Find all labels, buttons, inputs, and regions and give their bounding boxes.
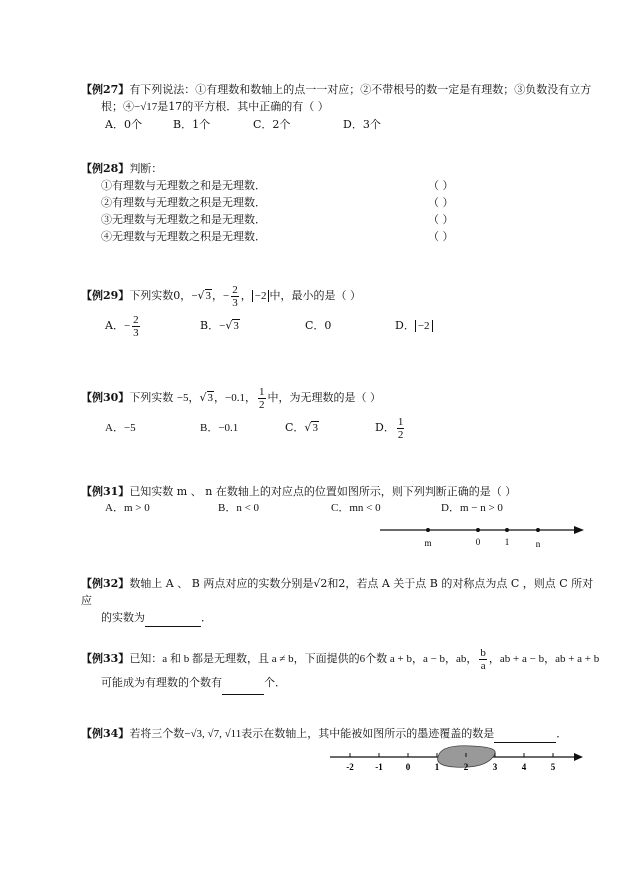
ex28-item: ③无理数与无理数之和是无理数． （ ） [101, 213, 454, 226]
option-d[interactable]: D．m − n > 0 [441, 502, 503, 514]
tick-label: 5 [550, 762, 556, 772]
point-n [536, 528, 540, 532]
ex33-tag: 【例33】 [81, 652, 130, 665]
option-b[interactable]: B．−0.1 [200, 422, 239, 434]
sqrt-3: 3 [205, 290, 212, 302]
ex32-tag: 【例32】 [81, 577, 130, 590]
answer-blank[interactable] [145, 609, 201, 627]
ex27-options [81, 116, 600, 133]
label-0: 0 [475, 537, 481, 547]
option-c[interactable]: C．√3 [285, 421, 318, 434]
numbers: −√3, √7, √11 [184, 728, 242, 740]
option-a[interactable]: A．m > 0 [105, 502, 150, 514]
tick-label: 4 [521, 762, 527, 772]
ex28-item: ④无理数与无理数之积是无理数． （ ） [101, 230, 454, 243]
option-c[interactable]: C．mn < 0 [331, 502, 381, 514]
ex30-options [81, 412, 600, 444]
option-b[interactable]: B．−√3 [200, 319, 239, 332]
tick-label: 3 [492, 762, 498, 772]
ex28-tag: 【例28】 [81, 162, 130, 175]
option-d[interactable]: D． $\frac{1}{2}$ [375, 415, 404, 441]
example-31: 【例31】已知实数 m 、 n 在数轴上的对应点的位置如图所示，则下列判断正确的是（ ） A．m > 0 B．n < 0 C．mn < 0 D．m − n > 0 [81, 483, 600, 517]
answer-paren[interactable]: （ ） [428, 179, 454, 192]
answer-paren[interactable]: （ ） [428, 213, 454, 226]
ex29-tag: 【例29】 [81, 289, 130, 302]
label-1: 1 [504, 537, 510, 547]
answer-blank[interactable] [222, 672, 264, 695]
fraction: $\frac{2}{3}$ [232, 283, 238, 309]
option-d[interactable]: D．3个 [343, 118, 381, 131]
point-0 [476, 528, 480, 532]
ex31-options [81, 500, 600, 517]
point-m [426, 528, 430, 532]
fraction: $\frac{1}{2}$ [259, 385, 265, 411]
tick-label: -1 [375, 762, 383, 772]
number-line-34 [330, 745, 585, 775]
tick-label: 1 [434, 762, 440, 772]
option-b[interactable]: B．1个 [173, 118, 211, 131]
option-c[interactable]: C．0 [305, 319, 332, 332]
ex29-options [81, 310, 600, 342]
sqrt-3: 3 [207, 392, 214, 404]
ex27-tag: 【例27】 [81, 83, 130, 96]
example-28: 【例28】判断： ①有理数与无理数之和是无理数． （ ） ②有理数与无理数之积是无理数． （ ） ③无理数与无理数之和是无理数． （ ） ④无理数与无理数之积是无理数． （ ） [81, 160, 600, 245]
ex28-item: ②有理数与无理数之积是无理数． （ ） [101, 196, 454, 209]
tick-label: 2 [463, 762, 469, 772]
ex28-item: ①有理数与无理数之和是无理数． （ ） [101, 179, 454, 192]
example-30: 【例30】下列实数 −5，√3，−0.1， $\frac{1}{2}$ 中，为无理数的是（ ） A．−5 B．−0.1 C．√3 D． $\frac{1}{2}$ [81, 384, 600, 444]
option-a[interactable]: A．0个 [105, 118, 142, 131]
abs-value: −2 [252, 290, 270, 302]
label-m: m [424, 538, 432, 548]
example-27 [81, 81, 600, 133]
option-a[interactable]: A．− $\frac{2}{3}$ [105, 313, 139, 339]
example-33: 【例33】已知：a 和 b 都是无理数，且 a ≠ b，下面提供的6个数 a + b，a − b，ab， $\frac{b}{a}$ ，ab + a − b，ab + a + b 可能成为有理数的个数有 个． [81, 646, 600, 695]
ex30-tag: 【例30】 [81, 391, 130, 404]
point-1 [505, 528, 509, 532]
option-c[interactable]: C．2个 [253, 118, 291, 131]
example-29: 【例29】下列实数0，−√3，− $\frac{2}{3}$ ， −2 中，最小的是（ ） A．− $\frac{2}{3}$ B．−√3 C．0 D． −2 [81, 282, 600, 342]
answer-paren[interactable]: （ ） [428, 196, 454, 209]
example-32: 【例32】数轴上 A 、 B 两点对应的实数分别是√2和2，若点 A 关于点 B 的对称点为点 C ，则点 C 所对应 的实数为 ． [81, 575, 600, 627]
tick-label: 0 [405, 762, 411, 772]
option-b[interactable]: B．n < 0 [218, 502, 260, 514]
label-n: n [535, 539, 541, 549]
tick-label: -2 [346, 762, 354, 772]
ex27-line1: 【例27】有下列说法：①有理数和数轴上的点一一对应；②不带根号的数一定是有理数；③负数没有立方 [81, 83, 592, 96]
neg-sqrt17: −√17 [134, 101, 158, 113]
arrow-head [574, 753, 583, 761]
ex31-tag: 【例31】 [81, 485, 130, 498]
option-a[interactable]: A．−5 [105, 422, 136, 434]
fraction-b-over-a: $\frac{b}{a}$ [480, 646, 486, 672]
option-d[interactable]: D． −2 [395, 310, 433, 342]
ex34-tag: 【例34】 [81, 727, 130, 740]
example-34: 【例34】若将三个数−√3, √7, √11表示在数轴上，其中能被如图所示的墨迹覆盖的数是 ． [81, 725, 600, 743]
ex27-line2: 根；④−√17是17的平方根．其中正确的有（ ） [101, 100, 329, 113]
answer-paren[interactable]: （ ） [428, 230, 454, 243]
number-line-31 [380, 518, 586, 552]
arrow-head [574, 526, 584, 534]
answer-blank[interactable] [494, 725, 556, 743]
